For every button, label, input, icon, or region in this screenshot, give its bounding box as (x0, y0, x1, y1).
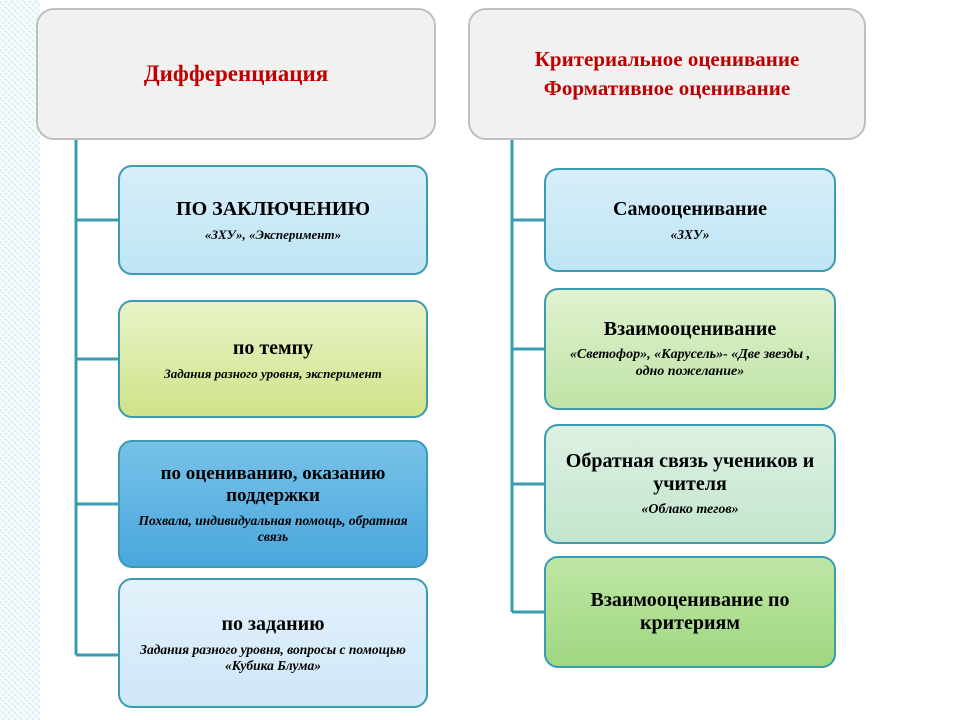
node-left-3-title: по оцениванию, оказанию поддержки (160, 463, 386, 507)
node-right-1-subtitle: «ЗХУ» (670, 226, 710, 242)
node-right-2-title: Взаимооценивание (603, 317, 777, 340)
node-left-4 (118, 578, 428, 708)
node-right-2 (544, 288, 836, 410)
node-right-3-subtitle: «Облако тегов» (641, 501, 739, 517)
node-left-3-subtitle: Похвала, индивидуальная помощь, обратная связь (138, 512, 408, 544)
node-right-2-subtitle: «Светофор», «Карусель»- «Две звезды , одно пожелание» (569, 346, 811, 379)
node-left-2-subtitle: Задания разного уровня, эксперимент (164, 365, 382, 381)
node-left-4-title: по заданию (221, 612, 325, 635)
node-left-1-title: ПО ЗАКЛЮЧЕНИЮ (176, 197, 370, 220)
header-differentiation-title: Дифференциация (143, 60, 329, 86)
node-right-4-title: Взаимооценивание по критериям (590, 589, 790, 634)
node-right-3-title: Обратная связь учеников и учителя (565, 449, 815, 495)
node-left-4-subtitle: Задания разного уровня, вопросы с помощью «Кубика Блума» (140, 641, 406, 673)
node-right-1-title: Самооценивание (613, 197, 767, 220)
node-right-3 (544, 424, 836, 544)
node-left-2-title: по темпу (232, 336, 314, 359)
node-left-1-subtitle: «ЗХУ», «Эксперимент» (204, 226, 342, 242)
node-left-3 (118, 440, 428, 568)
header-criterial-assessment (468, 8, 866, 140)
header-differentiation (36, 8, 436, 140)
node-left-2 (118, 300, 428, 418)
node-right-4 (544, 556, 836, 668)
header-criterial-assessment-title: Критериальное оценивание (534, 47, 800, 72)
header-formative-assessment-title: Формативное оценивание (543, 75, 791, 100)
decorative-left-strip (0, 0, 40, 720)
node-left-1 (118, 165, 428, 275)
node-right-1 (544, 168, 836, 272)
